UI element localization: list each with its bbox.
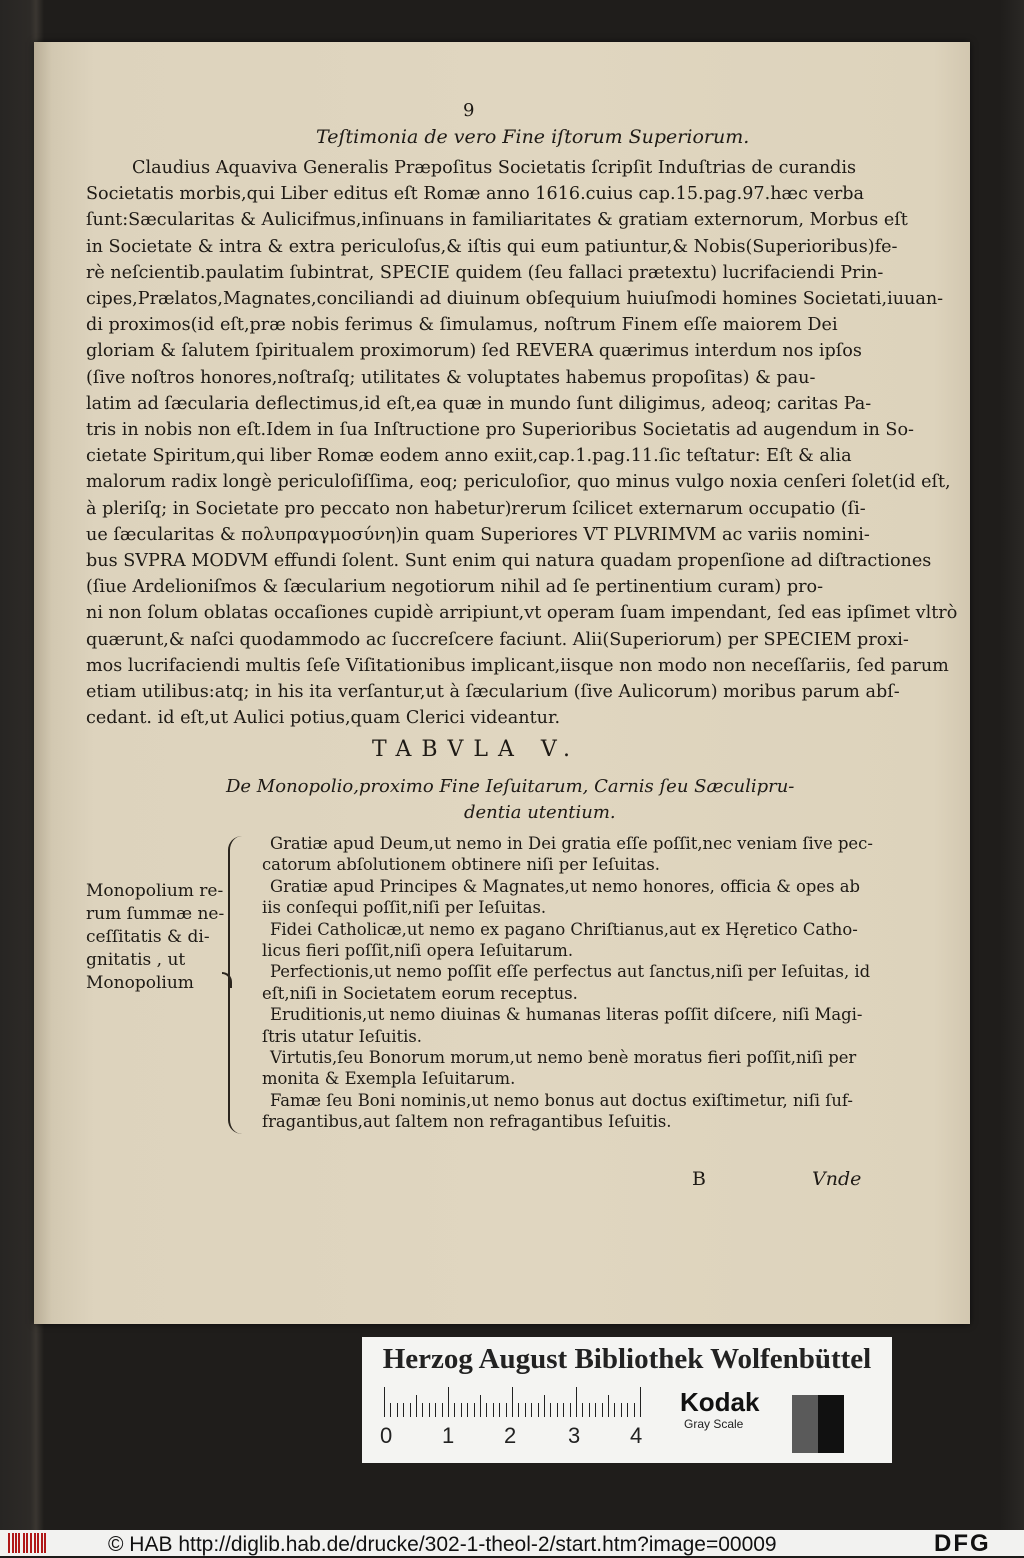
- ruler-tick: [602, 1403, 603, 1417]
- paragraph-line: Societatis morbis,qui Liber editus eſt Romæ anno 1616.cuius cap.15.pag.97.hæc verba: [86, 184, 865, 205]
- ruler-tick: [448, 1387, 449, 1417]
- ruler-tick: [454, 1403, 455, 1417]
- tabula-entry-line: eſt,niſi in Societatem eorum receptus.: [262, 983, 578, 1003]
- ruler-tick: [525, 1403, 526, 1417]
- gray-swatch: [792, 1395, 818, 1453]
- tabula-subtitle-line-1: De Monopolio,proximo Fine Ieſuitarum, Carnis ſeu Sæculipru-: [226, 776, 795, 797]
- paragraph-line: Claudius Aquaviva Generalis Præpoſitus Societatis ſcripſit Induſtrias de curandis: [132, 158, 856, 178]
- gray-scale-label: Gray Scale: [684, 1417, 744, 1431]
- paragraph-line: ni non ſolum oblatas occaſiones cupidè arripiunt,vt operam ſuam impendant, ſed eas ipſimet vltrò: [86, 603, 958, 624]
- paragraph-line: ſunt:Sæcularitas & Aulicifmus,inſinuans in familiaritates & gratiam externorum, Morbus eſt: [86, 210, 908, 231]
- paragraph-line: etiam utilibus:atq; in his ita verſantur,ut à ſæcularium (ſive Aulicorum) moribus parum abſ-: [86, 682, 900, 702]
- barcode-bar: [12, 1533, 14, 1553]
- tabula-entry-line: fragantibus,aut ſaltem non refragantibus Ieſuitis.: [262, 1112, 672, 1132]
- paragraph-line: (ſiue Ardelioniſmos & ſæcularium negotiorum nihil ad ſe pertinentium curam) pro-: [86, 577, 824, 598]
- paragraph-line: rè neſcientib.paulatim ſubintrat, SPECIE quidem (ſeu fallaci prætextu) lucrifaciendi Prin-: [86, 262, 884, 283]
- tabula-entry-line: licus fieri poſſit,niſi opera Ieſuitarum.: [262, 941, 574, 960]
- ruler-tick: [582, 1403, 583, 1417]
- paragraph-line: gloriam & ſalutem ſpiritualem proximorum) ſed REVERA quærimus interdum nos ipſos: [86, 341, 862, 362]
- barcode-bar: [18, 1533, 20, 1553]
- ruler-tick: [461, 1403, 462, 1417]
- tabula-entry-line: Fidei Catholicæ,ut nemo ex pagano Chriſtianus,aut ex Hęretico Catho-: [270, 919, 858, 939]
- credit-link[interactable]: © HAB http://diglib.hab.de/drucke/302-1-theol-2/start.htm?image=00009: [108, 1533, 777, 1556]
- paragraph-line: latim ad ſæcularia deflectimus,id eſt,ea quæ in mundo ſunt diligimus, adeoq; caritas Pa-: [86, 393, 872, 414]
- ruler-tick: [442, 1403, 443, 1417]
- barcode-bar: [34, 1533, 36, 1553]
- paragraph-line: in Societate & intra & extra periculoſus,& iſtis qui eum patiuntur,& Nobis(Superioribus)fe-: [86, 236, 898, 257]
- barcode-bar: [30, 1533, 32, 1553]
- ruler-tick: [518, 1403, 519, 1417]
- ruler-tick: [403, 1403, 404, 1417]
- paragraph-line: ue ſæcularitas & πολυπραγμοσύνη)in quam Superiores VT PLVRIMVM ac variis nomini-: [86, 524, 870, 545]
- ruler-tick: [544, 1395, 545, 1417]
- ruler-tick: [435, 1403, 436, 1417]
- scale-ruler: [384, 1387, 674, 1417]
- ruler-tick: [589, 1403, 590, 1417]
- paragraph-line: (ſive noſtros honores,noſtraſq; utilitates & voluptates habemus propoſitas) & pau-: [86, 367, 816, 388]
- tabula-entry-line: Perfectionis,ut nemo poſſit eſſe perfectus aut ſanctus,niſi per Ieſuitas, id: [270, 962, 871, 982]
- tabula-entry-line: monita & Exempla Ieſuitarum.: [262, 1069, 516, 1089]
- ruler-tick: [493, 1403, 494, 1417]
- ruler-tick: [397, 1403, 398, 1417]
- ruler-tick: [499, 1403, 500, 1417]
- ruler-tick: [531, 1403, 532, 1417]
- barcode-bar: [44, 1533, 46, 1553]
- black-swatch: [818, 1395, 844, 1453]
- tabula-entry-line: Eruditionis,ut nemo diuinas & humanas literas poſſit diſcere, niſi Magi-: [270, 1005, 863, 1025]
- scale-number-2: 2: [504, 1423, 517, 1448]
- barcode-bar: [8, 1533, 10, 1553]
- tabula-entry-line: Famæ ſeu Boni nominis,ut nemo bonus aut doctus exiſtimetur, niſi ſuf-: [270, 1090, 853, 1110]
- paragraph-line: quærunt,& naſci quodammodo ac ſuccreſcere faciunt. Alii(Superiorum) per SPECIEM proxi-: [86, 629, 909, 650]
- paragraph-line: à pleriſq; in Societate pro peccato non habetur)rerum ſcilicet externarum occupatio (ſi-: [86, 498, 866, 519]
- ruler-tick: [576, 1387, 577, 1417]
- barcode-bar: [15, 1533, 17, 1553]
- scale-number-4: 4: [630, 1423, 643, 1448]
- tabula-entry-line: Gratiæ apud Principes & Magnates,ut nemo honores, officia & opes ab: [270, 876, 860, 896]
- ruler-tick: [627, 1403, 628, 1417]
- monopolium-side-label: Monopolium re- rum ſummæ ne- ceſſitatis & di- gnitatis , ut Monopolium: [86, 881, 225, 993]
- ruler-tick: [538, 1403, 539, 1417]
- paragraph-line: cipes,Prælatos,Magnates,conciliandi ad diuinum obſequium huiuſmodi homines Societati,iuuan-: [86, 289, 944, 309]
- ruler-tick: [563, 1403, 564, 1417]
- ruler-tick: [384, 1387, 385, 1417]
- library-name: Herzog August Bibliothek Wolfenbüttel: [382, 1343, 872, 1375]
- ruler-tick: [512, 1387, 513, 1417]
- scale-number-1: 1: [442, 1423, 455, 1448]
- section-heading: Teſtimonia de vero Fine iſtorum Superiorum.: [316, 126, 750, 148]
- ruler-tick: [429, 1403, 430, 1417]
- scale-number-0: 0: [380, 1423, 393, 1448]
- tabula-entry-line: Virtutis,ſeu Bonorum morum,ut nemo benè moratus fieri poſſit,niſi per: [270, 1048, 857, 1067]
- ruler-tick: [634, 1403, 635, 1417]
- ruler-tick: [557, 1403, 558, 1417]
- paragraph-line: cietate Spiritum,qui liber Romæ eodem anno exiit,cap.1.pag.11.ſic teſtatur: Eſt & alia: [86, 446, 852, 467]
- ruler-tick: [474, 1403, 475, 1417]
- tabula-entry-line: ſtris utatur Ieſuitis.: [262, 1026, 422, 1046]
- ruler-tick: [608, 1395, 609, 1417]
- ruler-tick: [640, 1387, 641, 1417]
- paragraph-line: mos lucrifaciendi multis ſeſe Viſitationibus implicant,iisque non modo non neceſſariis, ſed parum: [86, 655, 949, 676]
- tabula-entry-line: catorum abſolutionem obtinere niſi per Ieſuitas.: [262, 855, 661, 875]
- paragraph-line: di proximos(id eſt,præ nobis ferimus & ſimulamus, noſtrum Finem eſſe maiorem Dei: [86, 315, 838, 336]
- barcode-bar: [41, 1533, 43, 1553]
- ruler-tick: [416, 1395, 417, 1417]
- tabula-subtitle-line-2: dentia utentium.: [464, 802, 616, 823]
- paragraph-line: malorum radix longè periculoſiſſima, eoq; periculoſior, quo minus vulgo noxia cenſeri ſolet(id eſt,: [86, 472, 951, 493]
- catchword: Vnde: [812, 1168, 862, 1190]
- ruler-tick: [422, 1403, 423, 1417]
- ruler-tick: [621, 1403, 622, 1417]
- barcode-icon: [8, 1533, 48, 1553]
- ruler-tick: [390, 1403, 391, 1417]
- paragraph-line: bus SVPRA MODVM effundi ſolent. Sunt enim qui natura quadam propenſione ad diſtractiones: [86, 551, 932, 571]
- ruler-tick: [480, 1395, 481, 1417]
- paragraph-line: tris in nobis non eſt.Idem in ſua Inſtructione pro Superioribus Societatis ad augendum in So-: [86, 420, 914, 440]
- ruler-tick: [486, 1403, 487, 1417]
- ruler-tick: [410, 1403, 411, 1417]
- signature-mark: B: [692, 1168, 706, 1190]
- color-calibration-card: [362, 1337, 892, 1463]
- tabula-title: TABVLA V.: [372, 737, 580, 762]
- paragraph-line: cedant. id eſt,ut Aulici potius,quam Clerici videantur.: [86, 708, 561, 729]
- kodak-logo: Kodak: [680, 1387, 760, 1417]
- barcode-bar: [37, 1533, 39, 1553]
- barcode-bar: [26, 1533, 28, 1553]
- page-number: 9: [463, 100, 475, 121]
- dfg-logo: DFG: [934, 1530, 991, 1557]
- ruler-tick: [614, 1403, 615, 1417]
- tabula-entry-line: iis conſequi poſſit,niſi per Ieſuitas.: [262, 898, 547, 918]
- ruler-tick: [506, 1403, 507, 1417]
- ruler-tick: [595, 1403, 596, 1417]
- ruler-tick: [570, 1403, 571, 1417]
- barcode-bar: [23, 1533, 25, 1553]
- tabula-entry-line: Gratiæ apud Deum,ut nemo in Dei gratia eſſe poſſit,nec veniam ſive pec-: [270, 834, 873, 853]
- ruler-tick: [550, 1403, 551, 1417]
- scale-number-3: 3: [568, 1423, 581, 1448]
- ruler-tick: [467, 1403, 468, 1417]
